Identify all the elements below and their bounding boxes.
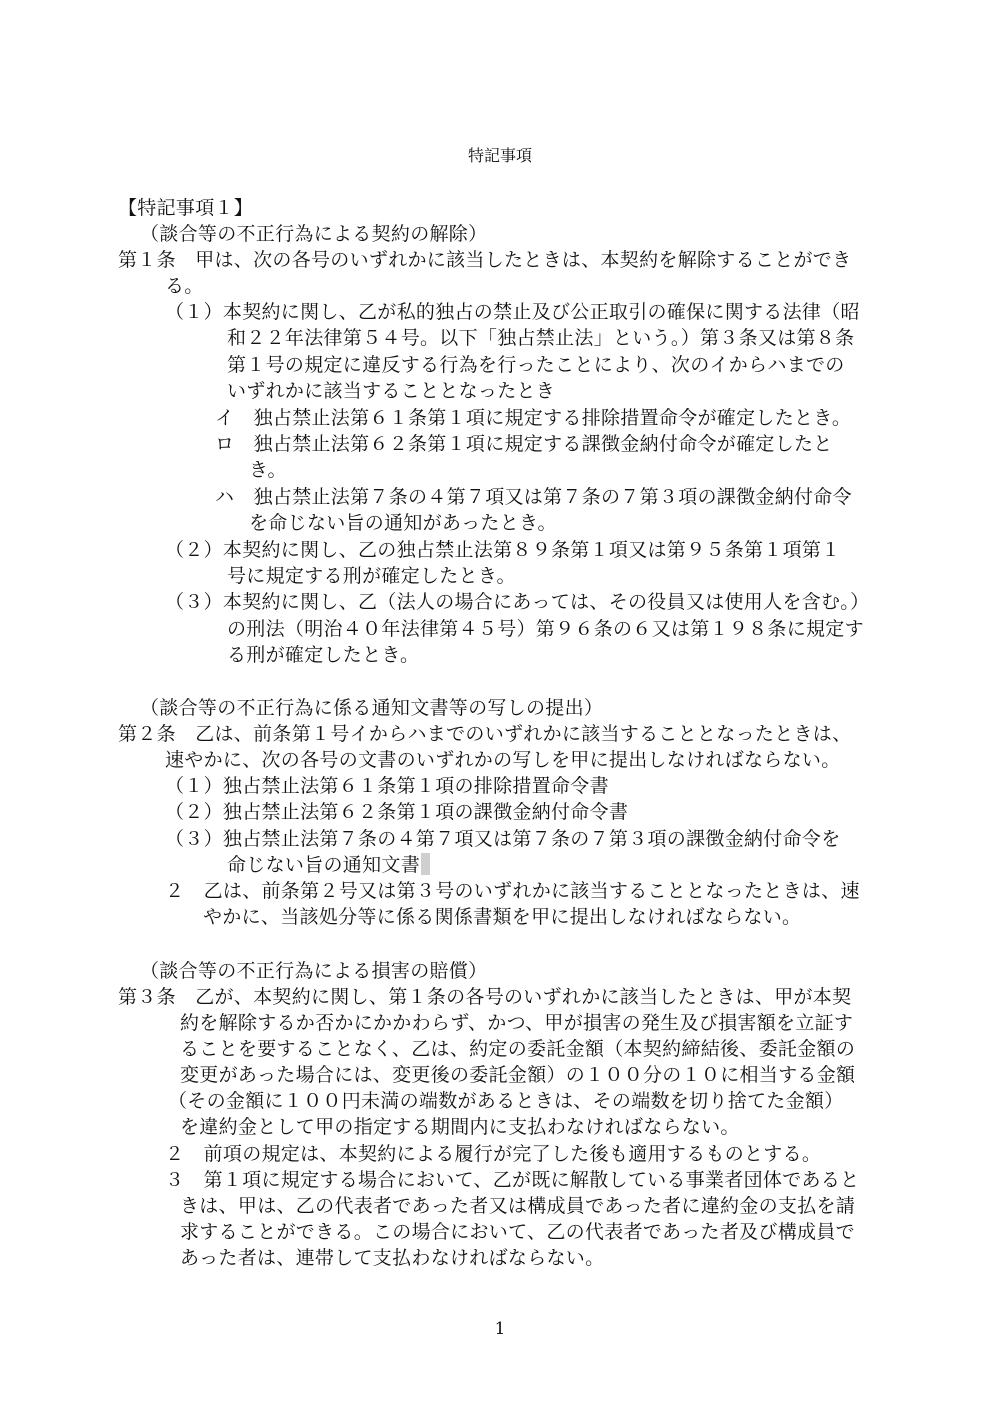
article-1-subitem-i: イ 独占禁止法第６１条第１項に規定する排除措置命令が確定したとき。 [215, 407, 852, 429]
article-1-item-3-cont: の刑法（明治４０年法律第４５号）第９６条の６又は第１９８条に規定す [227, 618, 864, 640]
article-1-item-2-cont: 号に規定する刑が確定したとき。 [227, 565, 516, 587]
article-2-heading: （談合等の不正行為に係る通知文書等の写しの提出） [140, 697, 604, 719]
article-2-text: 第２条 乙は、前条第１号イからハまでのいずれかに該当することとなったときは、 [118, 723, 852, 745]
article-1-subitem-ro-cont: き。 [249, 459, 287, 481]
article-3-text-cont: 約を解除するか否かにかかわらず、かつ、甲が損害の発生及び損害額を立証す [180, 1012, 854, 1034]
article-3-para-3-cont: あった者は、連帯して支払わなければならない。 [180, 1247, 605, 1269]
article-3-para-2: ２ 前項の規定は、本契約による履行が完了した後も適用するものとする。 [165, 1143, 822, 1165]
article-3-para-3-cont: 求することができる。この場合において、乙の代表者であった者及び構成員で [180, 1221, 855, 1243]
article-1-item-3: （３）本契約に関し、乙（法人の場合にあっては、その役員又は使用人を含む。） [165, 591, 870, 613]
article-1-item-1-cont: 第１号の規定に違反する行為を行ったことにより、次のイからハまでの [227, 354, 845, 376]
article-3-heading: （談合等の不正行為による損害の賠償） [140, 960, 488, 982]
article-1-item-1: （１）本契約に関し、乙が私的独占の禁止及び公正取引の確保に関する法律（昭 [165, 301, 860, 323]
article-1-item-2: （２）本契約に関し、乙の独占禁止法第８９条第１項又は第９５条第１項第１ [165, 539, 841, 561]
article-1-subitem-ro: ロ 独占禁止法第６２条第１項に規定する課徴金納付命令が確定したと [215, 433, 833, 455]
article-3-text-cont: を違約金として甲の指定する期間内に支払わなければならない。 [180, 1116, 740, 1138]
article-2-item-1: （１）独占禁止法第６１条第１項の排除措置命令書 [165, 775, 609, 797]
article-2-para-2-cont: やかに、当該処分等に係る関係書類を甲に提出しなければならない。 [203, 906, 802, 928]
article-1-text-cont: る。 [165, 275, 204, 297]
article-2-item-3-cont: 命じない旨の通知文書 [227, 852, 430, 878]
article-3-para-3-cont: きは、甲は、乙の代表者であった者又は構成員であった者に違約金の支払を請 [180, 1195, 856, 1217]
article-2-item-2: （２）独占禁止法第６２条第１項の課徴金納付命令書 [165, 801, 629, 823]
article-3-text-cont: 変更があった場合には、変更後の委託金額）の１００分の１０に相当する金額 [180, 1064, 856, 1086]
article-2-item-3: （３）独占禁止法第７条の４第７項又は第７条の７第３項の課徴金納付命令を [165, 828, 841, 850]
article-3-para-3: ３ 第１項に規定する場合において、乙が既に解散している事業者団体であると [165, 1169, 860, 1191]
document-title: 特記事項 [467, 146, 532, 165]
article-1-heading: （談合等の不正行為による契約の解除） [140, 223, 488, 245]
article-2-para-2: ２ 乙は、前条第２号又は第３号のいずれかに該当することとなったときは、速 [165, 880, 860, 902]
article-1-item-1-cont: 和２２年法律第５４号。以下「独占禁止法」という。）第３条又は第８条 [227, 327, 855, 349]
article-1-text: 第１条 甲は、次の各号のいずれかに該当したときは、本契約を解除することができ [118, 249, 852, 271]
article-2-text-cont: 速やかに、次の各号の文書のいずれかの写しを甲に提出しなければならない。 [165, 749, 841, 771]
article-3-text: 第３条 乙が、本契約に関し、第１条の各号のいずれかに該当したときは、甲が本契 [118, 986, 852, 1008]
article-1-item-3-cont: る刑が確定したとき。 [227, 644, 420, 666]
article-1-subitem-ha-cont: を命じない旨の通知があったとき。 [249, 512, 557, 534]
article-3-text-cont: ることを要することなく、乙は、約定の委託金額（本契約締結後、委託金額の [180, 1038, 856, 1060]
page-number: 1 [494, 1319, 506, 1339]
article-1-subitem-ha: ハ 独占禁止法第７条の４第７項又は第７条の７第３項の課徴金納付命令 [215, 486, 852, 508]
text-cursor-highlight [421, 853, 430, 875]
section-heading: 【特記事項１】 [118, 197, 254, 219]
article-1-item-1-cont: いずれかに該当することとなったとき [227, 380, 556, 402]
article-3-text-cont: （その金額に１００円未満の端数があるときは、その端数を切り捨てた金額） [168, 1090, 844, 1112]
